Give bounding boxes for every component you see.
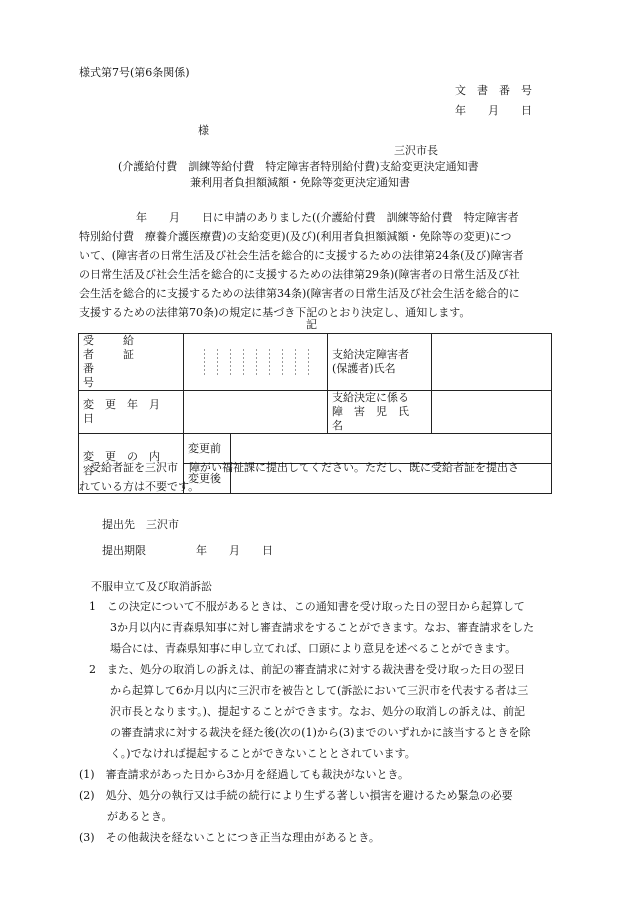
- body-line: の日常生活及び社会生活を総合的に支援するための法律第29条)(障害者の日常生活及び社: [79, 268, 520, 281]
- child-label: 障 害 児 氏 名: [332, 405, 420, 432]
- submission-deadline-date: 年 月 日: [196, 544, 273, 557]
- appeal-subitem: があるとき。: [107, 810, 173, 823]
- appeal-line: く。)でなければ提起することができないこととされています。: [110, 747, 416, 760]
- submission-destination: 提出先 三沢市: [102, 518, 179, 531]
- body-line: いて、(障害者の日常生活及び社会生活を総合的に支援するための法律第24条(及び)障害者: [79, 249, 524, 262]
- after-label: 変更後: [188, 471, 221, 485]
- body-line: 支援するための法律第70条)の規定に基づき下記のとおり決定し、通知します。: [79, 306, 471, 319]
- notice-paragraph: [79, 458, 550, 496]
- body-line: 年 月 日に申請のありました((介護給付費 訓練等給付費 特定障害者: [136, 211, 519, 224]
- notice-line: 受給者証を三沢市 障がい福祉課に提出してください。ただし、既に受給者証を提出さ: [90, 461, 519, 474]
- appeal-line: 3か月以内に青森県知事に対し審査請求をすることができます。なお、審査請求をした: [110, 621, 535, 634]
- digit-boxes: [192, 349, 321, 375]
- change-date-label: 変 更 年 月 日: [83, 398, 171, 425]
- appeal-subitem: (1) 審査請求があった日から3か月を経過しても裁決がないとき。: [79, 768, 410, 781]
- recipient-cert-label-cell: [79, 334, 184, 391]
- recipient-cert-number-field[interactable]: [184, 334, 328, 391]
- child-label: 支給決定に係る: [332, 391, 409, 404]
- appeal-line: 沢市長となります。)、提起することができます。なお、処分の取消しの訴えは、前記: [110, 705, 526, 718]
- title-line-2: 兼利用者負担額減額・免除等変更決定通知書: [190, 176, 410, 189]
- document-number-label: 文 書 番 号: [455, 84, 532, 97]
- notice-line: れている方は不要です。: [79, 480, 200, 493]
- recipient-cert-label: 受 給 者 証: [83, 334, 163, 361]
- appeal-line: 場合には、青森県知事に申し立てれば、口頭により意見を述べることができます。: [110, 642, 517, 655]
- appeal-line: 2 また、処分の取消しの訴えは、前記の審査請求に対する裁決書を受け取った日の翌日: [89, 663, 525, 676]
- before-label: 変更前: [188, 441, 221, 455]
- approved-person-label: 支給決定障害者: [332, 348, 409, 361]
- child-name-field[interactable]: [432, 391, 552, 434]
- appeal-heading: 不服申立て及び取消訴訟: [91, 580, 212, 593]
- ki-heading: 記: [306, 318, 317, 331]
- appeal-subitem: (2) 処分、処分の執行又は手続の続行により生ずる著しい損害を避けるため緊急の必要: [79, 789, 513, 802]
- child-label-cell: [328, 391, 432, 434]
- change-date-label-cell: [79, 391, 184, 434]
- issue-date-label: 年 月 日: [455, 104, 532, 117]
- body-paragraph: [79, 208, 550, 322]
- approved-person-label: (保護者)氏名: [332, 362, 396, 375]
- appeal-subitems: [79, 764, 559, 848]
- appeal-line: の審査請求に対する裁決を経た後(次の(1)から(3)までのいずれかに該当するときを除: [110, 726, 531, 739]
- body-line: 特別給付費 療養介護医療費)の支給変更)(及び)(利用者負担額減額・免除等の変更)につ: [79, 230, 512, 243]
- appeal-line: 1 この決定について不服があるときは、この通知書を受け取った日の翌日から起算して: [89, 600, 525, 613]
- appeal-subitem: (3) その他裁決を経ないことにつき正当な理由があるとき。: [79, 831, 380, 844]
- form-number: 様式第7号(第6条関係): [79, 66, 190, 79]
- change-content-label: 変 更 の 内 容: [83, 449, 171, 477]
- title-line-1: (介護給付費 訓練等給付費 特定障害者特別給付費)支給変更決定通知書: [118, 160, 479, 173]
- recipient-cert-label: 番 号: [83, 362, 179, 389]
- approved-person-label-cell: [328, 334, 432, 391]
- issuer-name: 三沢市長: [394, 144, 438, 157]
- appeal-line: から起算して6か月以内に三沢市を被告として(訴訟において三沢市を代表する者は三: [110, 684, 529, 697]
- change-date-field[interactable]: [184, 391, 328, 434]
- submission-deadline-label: 提出期限: [102, 544, 146, 557]
- approved-person-name-field[interactable]: [432, 334, 552, 391]
- body-line: 会生活を総合的に支援するための法律第34条)(障害者の日常生活及び社会生活を総合的に: [79, 287, 520, 300]
- addressee-suffix: 様: [198, 124, 209, 137]
- appeal-item-2: [79, 659, 559, 764]
- appeal-item-1: [79, 596, 559, 659]
